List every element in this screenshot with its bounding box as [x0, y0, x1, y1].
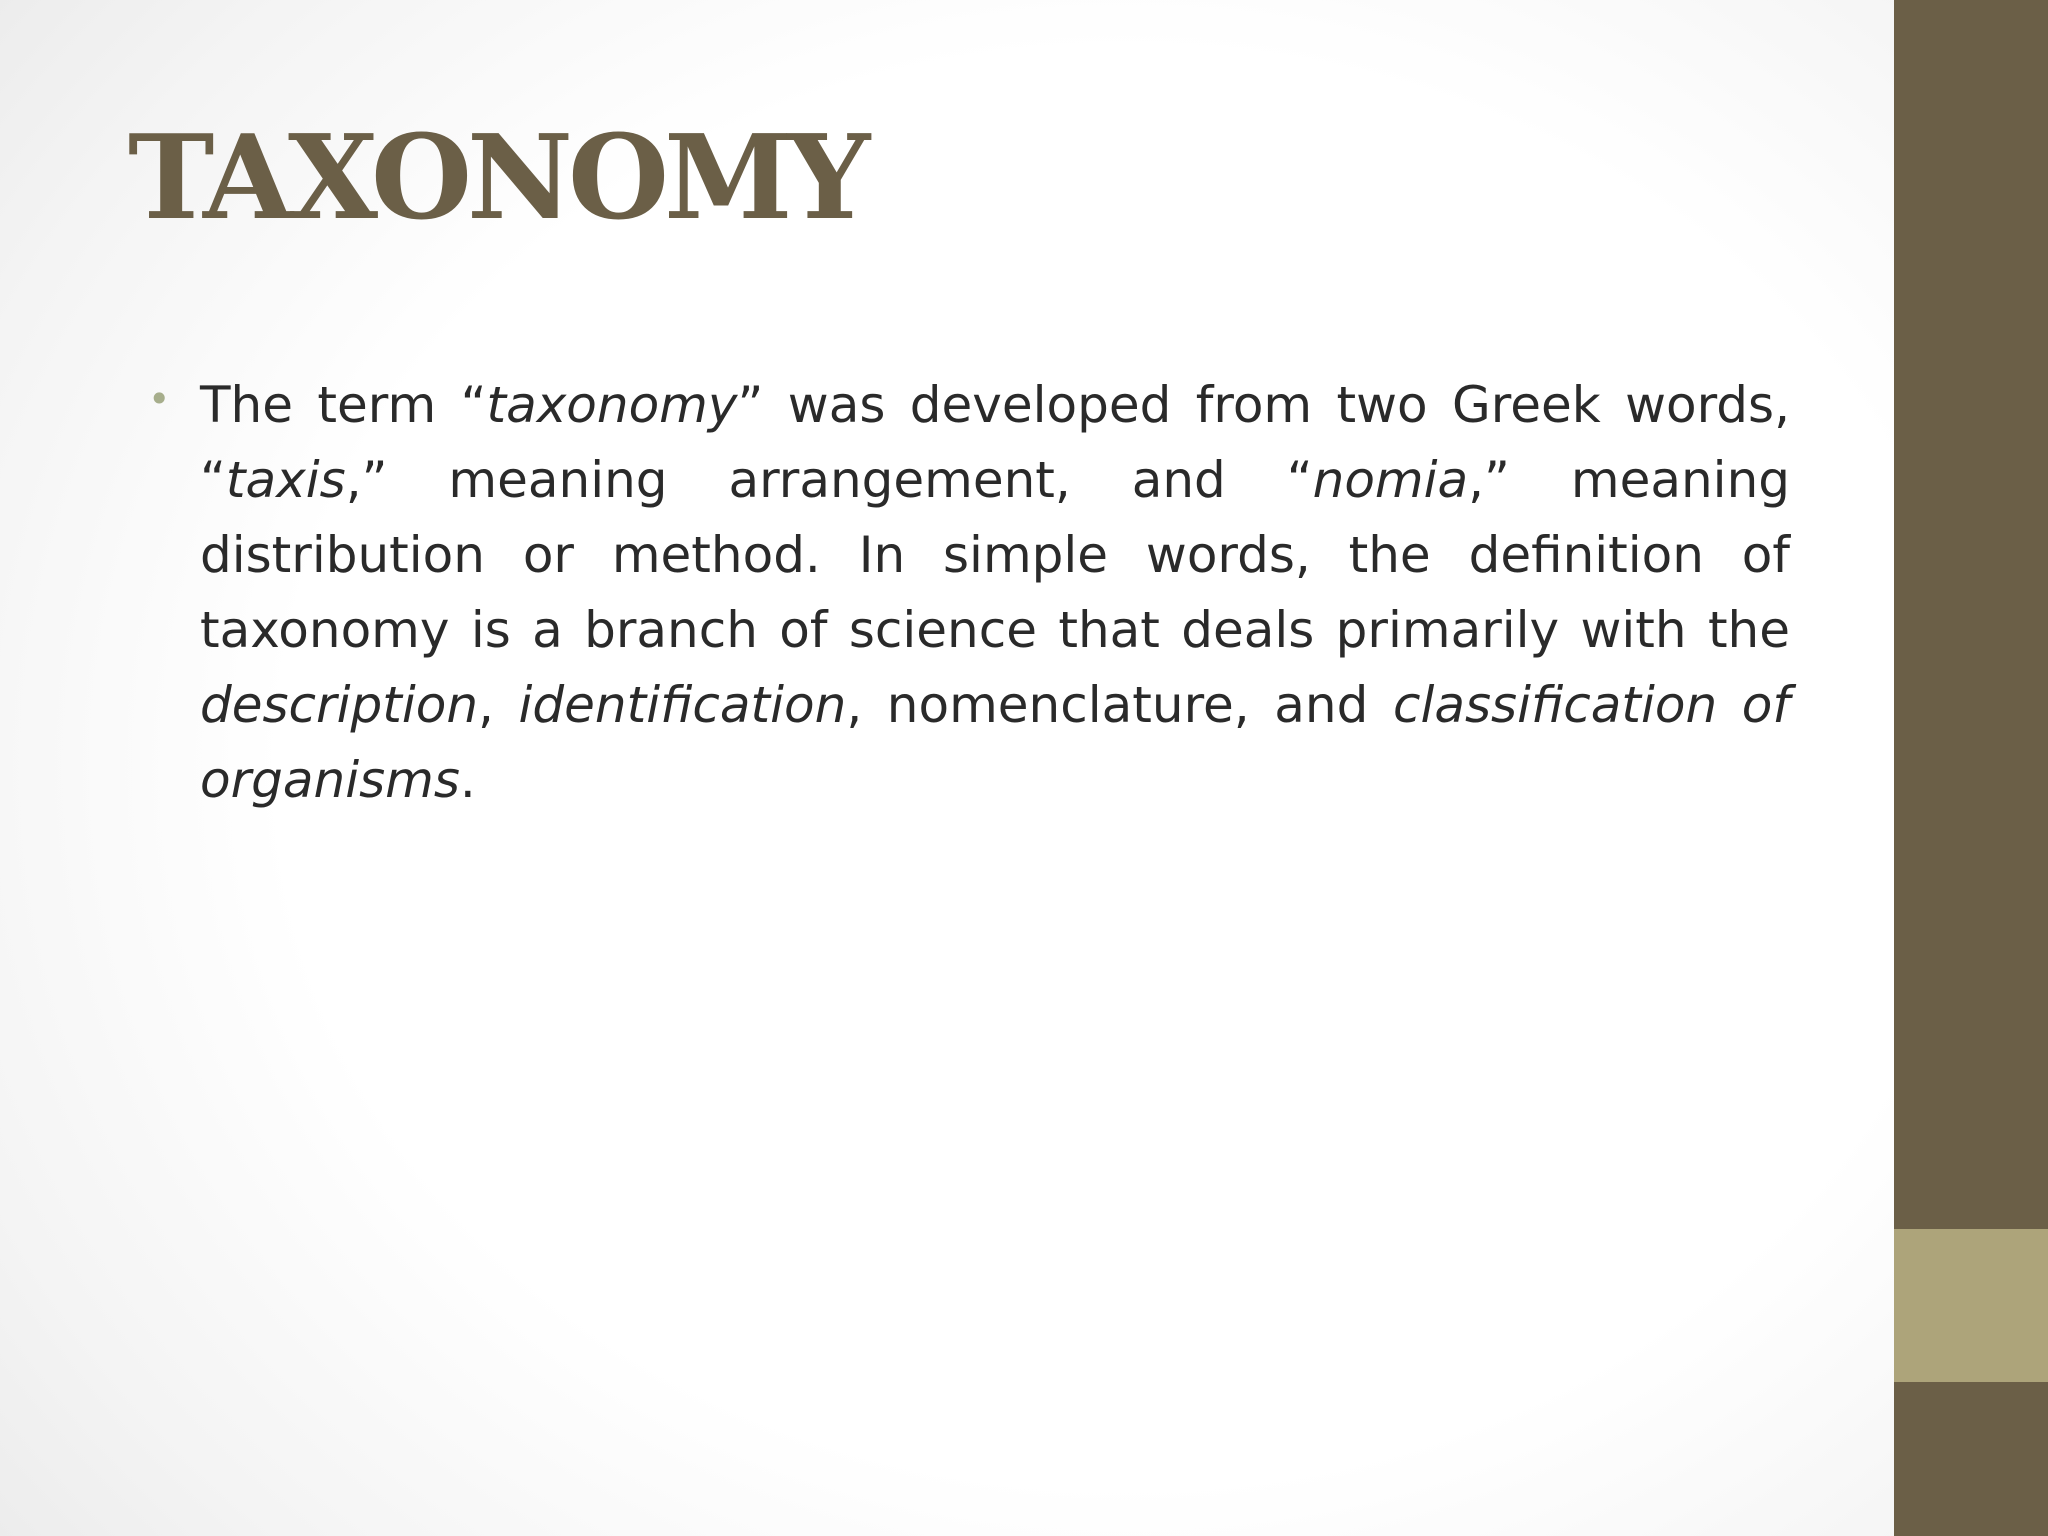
text-segment: ” was developed from two Greek words, “	[200, 376, 1790, 509]
italic-term-taxonomy: taxonomy	[486, 376, 738, 434]
text-segment: .	[459, 751, 476, 809]
side-decor-accent	[1894, 1229, 2048, 1382]
italic-term-identification: identification	[518, 676, 847, 734]
italic-term-description: description	[200, 676, 479, 734]
bullet-text	[200, 368, 1790, 818]
italic-term-nomia: nomia	[1312, 451, 1469, 509]
italic-term-classification: classification of organisms	[200, 676, 1790, 809]
bullet-marker-icon: •	[148, 377, 171, 421]
text-segment: ,” meaning distribution or method. In simple words, the definition of taxonomy is a branch of science that deals primarily with the	[200, 451, 1790, 659]
text-segment: ,	[478, 676, 519, 734]
text-segment: , nomenclature, and	[846, 676, 1393, 734]
text-segment: The term “	[200, 376, 487, 434]
text-segment: ,” meaning arrangement, and “	[345, 451, 1313, 509]
italic-term-taxis: taxis	[225, 451, 346, 509]
slide-title: TAXONOMY	[128, 110, 866, 246]
